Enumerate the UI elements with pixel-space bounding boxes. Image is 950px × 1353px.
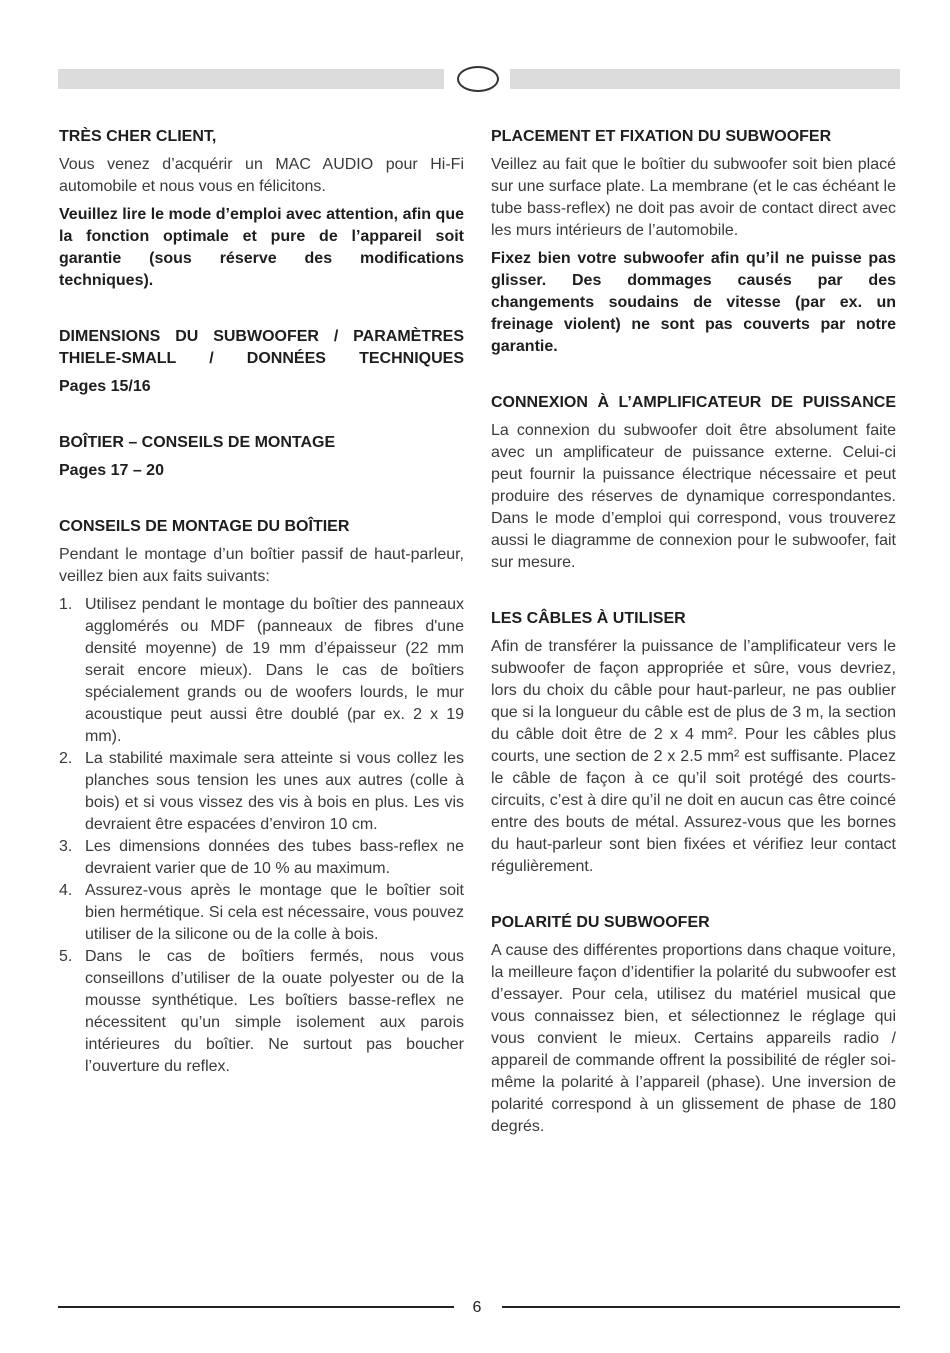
list-number: 4. bbox=[59, 882, 73, 899]
list-number: 3. bbox=[59, 838, 73, 855]
polarite-title: POLARITÉ DU SUBWOOFER bbox=[491, 914, 710, 931]
connexion-text: La connexion du subwoofer doit être absolument faite avec un amplificateur de puissance externe. Celui-ci peut fournir la puissance électrique nécessaire et peut produire des réserves de dynamique correspondantes. Dans le mode d’emploi qui correspond, vous trouverez aussi le diagramme de connexion pour le subwoofer, fait sur mesure. bbox=[491, 422, 896, 571]
conseils-title: CONSEILS DE MONTAGE DU BOÎTIER bbox=[59, 518, 350, 535]
intro-bold-text: Veuillez lire le mode d’emploi avec attention, afin que la fonction optimale et pure de l’appareil soit garantie (sous réserve des modifications techniques). bbox=[59, 206, 464, 289]
intro-text: Vous venez d’acquérir un MAC AUDIO pour Hi-Fi automobile et nous vous en félicitons. bbox=[59, 156, 464, 195]
conseils-list bbox=[59, 594, 464, 1078]
list-item bbox=[59, 946, 464, 1078]
language-tab-oval bbox=[457, 66, 499, 92]
footer-rule-left bbox=[58, 1306, 454, 1308]
dimensions-title: DIMENSIONS DU SUBWOOFER / PARAMÈTRES THIELE-SMALL / DONNÉES TECHNIQUES bbox=[59, 328, 464, 367]
list-number: 1. bbox=[59, 596, 73, 613]
list-number: 2. bbox=[59, 750, 73, 767]
placement-text: Veillez au fait que le boîtier du subwoofer soit bien placé sur une surface plate. La membrane (et le cas échéant le tube bass-reflex) ne doit pas avoir de contact direct avec les murs intérieurs de l’automobile. bbox=[491, 156, 896, 239]
polarite-text: A cause des différentes proportions dans chaque voiture, la meilleure façon d’identifier la polarité du subwoofer est d’essayer. Pour cela, utilisez du matériel musical que vous connaissez bien, et sélectionnez le réglage qui vous convient le mieux. Certains appareils radio / appareil de commande offrent la possibilité de régler soi-même la polarité à l’appareil (phase). Une inversion de polarité correspond à un glissement de phase de 180 degrés. bbox=[491, 942, 896, 1135]
list-text: Dans le cas de boîtiers fermés, nous vous conseillons d’utiliser de la ouate polyester ou de la mousse synthétique. Les boîtiers basse-reflex ne nécessitent qu’un simple isolement aux parois intérieures du boîtier. Ne surtout pas boucher l’ouverture du reflex. bbox=[85, 948, 464, 1075]
header-bar-right bbox=[510, 69, 900, 89]
boitier-pages: Pages 17 – 20 bbox=[59, 462, 164, 479]
left-column bbox=[59, 126, 464, 1078]
connexion-title: CONNEXION À L’AMPLIFICATEUR DE PUISSANCE bbox=[491, 394, 896, 411]
intro-title: TRÈS CHER CLIENT, bbox=[59, 128, 217, 145]
list-text: La stabilité maximale sera atteinte si vous collez les planches sous tension les unes aux autres (colle à bois) et si vous vissez des vis à bois en plus. Les vis devraient être espacées d’environ 10 cm. bbox=[85, 750, 464, 833]
list-text: Assurez-vous après le montage que le boîtier soit bien hermétique. Si cela est nécessaire, vous pouvez utiliser de la silicone ou de la colle à bois. bbox=[85, 882, 464, 943]
page-number: 6 bbox=[472, 1299, 482, 1316]
cables-title: LES CÂBLES À UTILISER bbox=[491, 610, 686, 627]
list-text: Utilisez pendant le montage du boîtier des panneaux agglomérés ou MDF (panneaux de fibres d'une densité moyenne) de 19 mm d’épaisseur (22 mm serait encore mieux). Dans le cas de boîtiers spécialement grands ou de woofers lourds, le mur acoustique peut aussi être doublé (par ex. 2 x 19 mm). bbox=[85, 596, 464, 745]
dimensions-pages: Pages 15/16 bbox=[59, 378, 151, 395]
placement-title: PLACEMENT ET FIXATION DU SUBWOOFER bbox=[491, 128, 832, 145]
boitier-title: BOÎTIER – CONSEILS DE MONTAGE bbox=[59, 434, 336, 451]
list-item bbox=[59, 836, 464, 880]
list-item bbox=[59, 748, 464, 836]
list-text: Les dimensions données des tubes bass-reflex ne devraient varier que de 10 % au maximum. bbox=[85, 838, 464, 877]
footer-rule-right bbox=[502, 1306, 900, 1308]
list-item bbox=[59, 880, 464, 946]
placement-bold-text: Fixez bien votre subwoofer afin qu’il ne puisse pas glisser. Des dommages causés par des changements soudains de vitesse (par ex. un freinage violent) ne sont pas couverts par notre garantie. bbox=[491, 250, 896, 355]
cables-text: Afin de transférer la puissance de l’amplificateur vers le subwoofer de façon appropriée et sûre, vous devriez, lors du choix du câble pour haut-parleur, ne pas oublier que si la longueur du câble est de plus de 3 m, la section du câble doit être de 2 x 4 mm². Pour les câbles plus courts, une section de 2 x 2.5 mm² est suffisante. Placez le câble de façon à ce qu’il soit protégé des courts-circuits, c’est à dire qu’il ne doit en aucun cas être coincé entre des bouts de métal. Assurez-vous que les bornes du haut-parleur sont bien fixées et vérifiez leur contact régulièrement. bbox=[491, 638, 896, 875]
right-column bbox=[491, 126, 896, 1144]
conseils-intro: Pendant le montage d’un boîtier passif de haut-parleur, veillez bien aux faits suivants: bbox=[59, 546, 464, 585]
list-number: 5. bbox=[59, 948, 73, 965]
header-bar-left bbox=[58, 69, 444, 89]
list-item bbox=[59, 594, 464, 748]
